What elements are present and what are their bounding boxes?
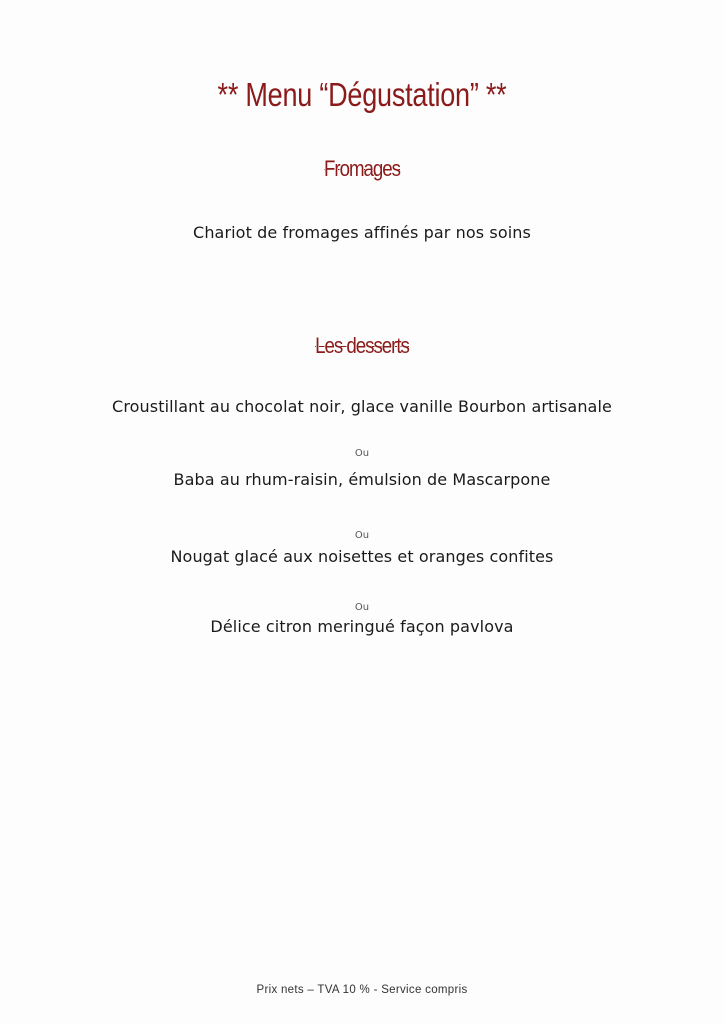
menu-title: ** Menu “Dégustation” ** (217, 76, 507, 113)
separator-ou: Ou (354, 448, 370, 459)
section-heading-desserts: Les desserts (315, 333, 409, 358)
separator-ou: Ou (354, 602, 370, 613)
menu-item-dessert: Délice citron meringué façon pavlova (210, 617, 514, 636)
footer-pricing-note: Prix nets – TVA 10 % - Service compris (256, 984, 468, 996)
menu-item-fromage: Chariot de fromages affinés par nos soins (193, 223, 531, 242)
menu-item-dessert: Baba au rhum-raisin, émulsion de Mascarpone (173, 470, 551, 489)
section-heading-fromages: Fromages (323, 156, 401, 181)
separator-ou: Ou (354, 530, 370, 541)
menu-item-dessert: Nougat glacé aux noisettes et oranges confites (170, 547, 554, 566)
menu-item-dessert: Croustillant au chocolat noir, glace vanille Bourbon artisanale (112, 397, 612, 416)
